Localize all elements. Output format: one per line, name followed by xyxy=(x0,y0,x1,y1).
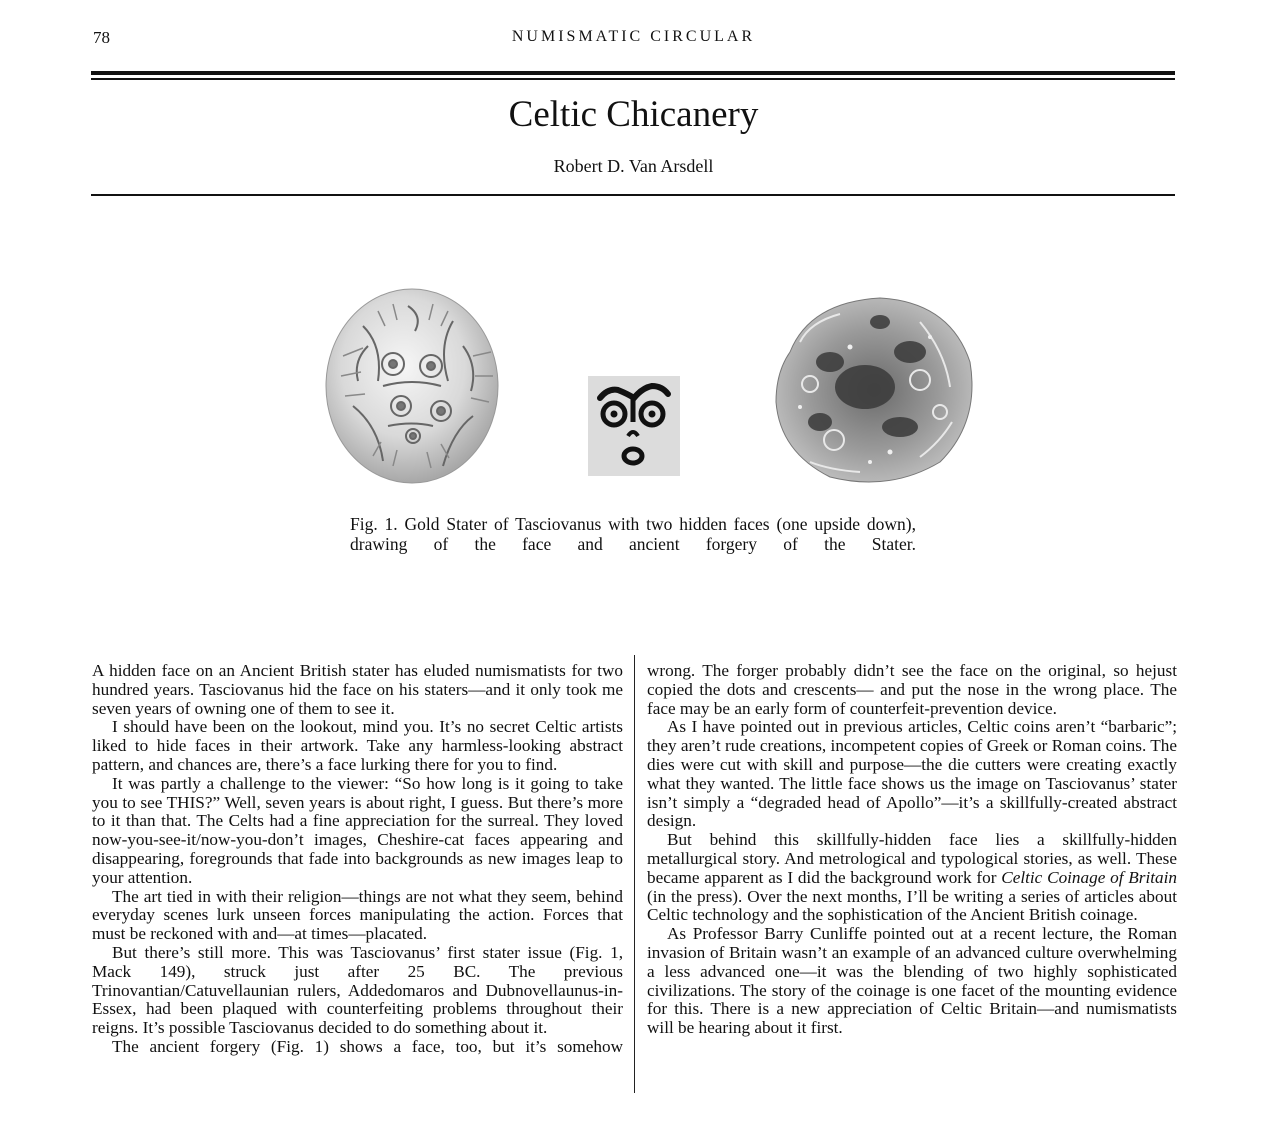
header-rule-thick xyxy=(91,71,1175,75)
paragraph-text: (in the press). Over the next months, I’ll be writing a series of articles about Celtic technology and the sophistication of the Ancient British coinage. xyxy=(647,886,1177,925)
paragraph: A hidden face on an Ancient British stater has eluded numismatists for two hundred years. Tasciovanus hid the face on his staters—and it only took me seven years of owning one of them to see it. xyxy=(92,661,623,718)
body-column-left xyxy=(92,662,623,1057)
journal-name: NUMISMATIC CIRCULAR xyxy=(511,28,756,45)
book-title: Celtic Coinage of Britain xyxy=(1001,867,1177,887)
paragraph: wrong. The forger probably didn’t see the face on the original, so hejust copied the dots and crescents— and put the nose in the wrong place. The face may be an early form of counterfeit-prevention device. xyxy=(647,661,1177,718)
face-drawing-image xyxy=(588,376,680,476)
stater-coin-image xyxy=(323,286,501,486)
forgery-coin-image xyxy=(770,292,978,488)
article-title: Celtic Chicanery xyxy=(508,94,759,135)
paragraph: It was partly a challenge to the viewer: “So how long is it going to take you to see THIS?” Well, seven years is about right, I guess. But there’s more to it than that. The Celts had a fine appreciation for the surreal. They loved now-you-see-it/now-you-don’t images, Cheshire-cat faces appearing and disappearing, foregrounds that fade into backgrounds as new images leap to your attention. xyxy=(92,773,623,887)
article-author: Robert D. Van Arsdell xyxy=(553,156,714,176)
paragraph: The art tied in with their religion—things are not what they seem, behind everyday scenes lurk unseen forces manipulating the action. Forces that must be reckoned with and—at times—placated. xyxy=(92,886,623,944)
paragraph-text: But behind this skillfully-hidden face lies a skillfully-hidden metallurgical story. And metrological and typological stories, as well. These became apparent as I did the background work for xyxy=(647,830,1177,887)
paragraph xyxy=(647,831,1177,925)
page-number: 78 xyxy=(93,28,110,47)
paragraph: I should have been on the lookout, mind you. It’s no secret Celtic artists liked to hide faces in their artwork. Take any harmless-looking abstract pattern, and chances are, there’s a face lurking there for you to find. xyxy=(92,717,623,774)
title-rule xyxy=(91,194,1175,196)
body-column-right xyxy=(647,662,1177,1038)
paragraph: As Professor Barry Cunliffe pointed out at a recent lecture, the Roman invasion of Britain wasn’t an example of an advanced culture overwhelming a less advanced one—it was the blending of two highly sophisticated civilizations. The story of the coinage is one facet of the mounting evidence for this. There is a new appreciation of Celtic Britain—and numismatists will be hearing about it first. xyxy=(647,924,1177,1038)
header-rule-thin xyxy=(91,78,1175,80)
paragraph: But there’s still more. This was Tasciovanus’ first stater issue (Fig. 1, Mack 149), struck just after 25 BC. The previous Trinovantian/Catuvellaunian rulers, Addedomaros and Dubnovellaunus-in-Essex, had been plaqued with counterfeiting problems throughout their reigns. It’s possible Tasciovanus decided to do something about it. xyxy=(92,942,623,1038)
paragraph: As I have pointed out in previous articles, Celtic coins aren’t “barbaric”; they aren’t rude creations, incompetent copies of Greek or Roman coins. The dies were cut with skill and purpose—the die cutters were creating exactly what they wanted. The little face shows us the image on Tasciovanus’ stater isn’t simply a “degraded head of Apollo”—it’s a skillfully-created abstract design. xyxy=(647,717,1177,831)
figure-caption: Fig. 1. Gold Stater of Tasciovanus with two hidden faces (one upside down), drawing of the face and ancient forgery of the Stater. xyxy=(350,514,916,554)
paragraph: The ancient forgery (Fig. 1) shows a face, too, but it’s somehow xyxy=(112,1036,623,1056)
column-divider xyxy=(634,655,635,1093)
